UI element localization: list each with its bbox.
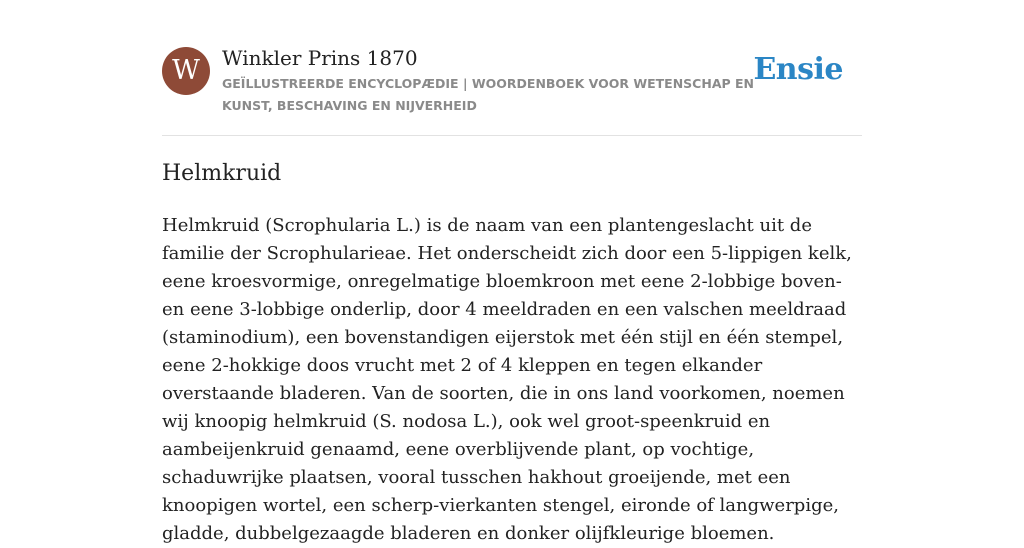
source-header [162,44,862,136]
source-avatar[interactable]: W [162,47,210,95]
source-subtitle: GEÏLLUSTREERDE ENCYCLOPÆDIE | WOORDENBOEK VOOR WETENSCHAP EN KUNST, BESCHAVING EN NIJVERHEID [222,76,755,113]
ensie-logo[interactable]: Ensie [753,52,843,87]
header-divider [162,135,862,136]
source-title[interactable]: Winkler Prins 1870 [222,46,418,70]
article-body: Helmkruid (Scrophularia L.) is de naam van een plantengeslacht uit de familie der Scrophularieae. Het onderscheidt zich door een 5-lippigen kelk, eene kroesvormige, onregelmatige bloemkroon met eene 2-lobbige boven- en eene 3-lobbige onderlip, door 4 meeldraden en een valschen meeldraad (staminodium), een bovenstandigen eijerstok met één stijl en één stempel, eene 2-hokkige doos vrucht met 2 of 4 kleppen en tegen elkander overstaande bladeren. Van de soorten, die in ons land voorkomen, noemen wij knoopig helmkruid (S. nodosa L.), ook wel groot-speenkruid en aambeijenkruid genaamd, eene overblijvende plant, op vochtige, schaduwrijke plaatsen, vooral tusschen hakhout groeijende, met een knoopigen wortel, een scherp-vierkanten stengel, eironde of langwerpige, gladde, dubbelgezaagde bladeren en donker olijfkleurige bloemen. [162,215,852,544]
article-headword: Helmkruid [162,161,282,186]
